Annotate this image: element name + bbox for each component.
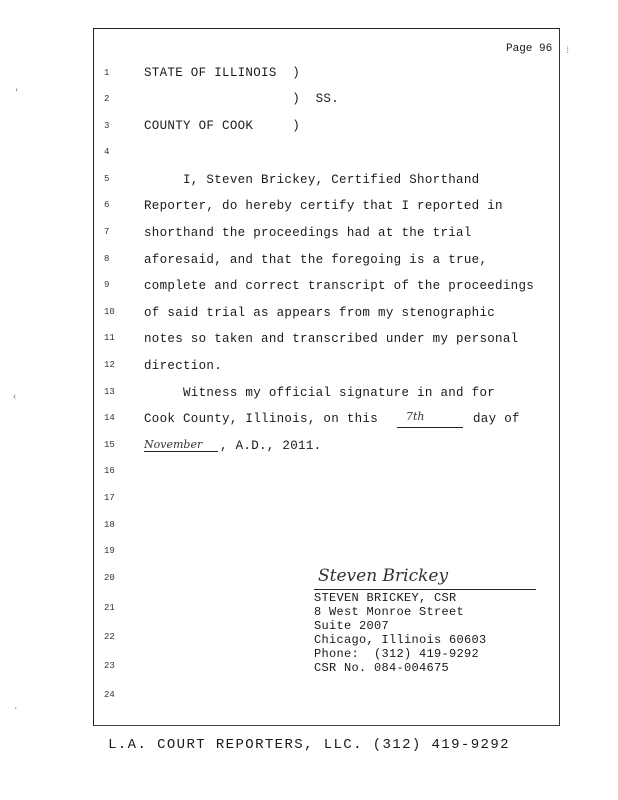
body-line: shorthand the proceedings had at the trial [144, 226, 472, 240]
reporter-city: Chicago, Illinois 60603 [314, 633, 487, 647]
line-number: 2 [104, 94, 110, 104]
line-number: 7 [104, 227, 110, 237]
line-number: 1 [104, 68, 110, 78]
page-number: Page 96 [506, 43, 553, 55]
line-number: 13 [104, 387, 115, 397]
line-number: 22 [104, 632, 115, 642]
line-number: 3 [104, 121, 110, 131]
body-line: complete and correct transcript of the proceedings [144, 279, 535, 293]
line-number: 24 [104, 690, 115, 700]
line-number: 10 [104, 307, 115, 317]
footer: L.A. COURT REPORTERS, LLC. (312) 419-9292 [108, 737, 510, 753]
reporter-name: STEVEN BRICKEY, CSR [314, 591, 457, 605]
line-number: 14 [104, 413, 115, 423]
county-line: COUNTY OF COOK ) [144, 119, 301, 133]
body-line: notes so taken and transcribed under my personal [144, 332, 519, 346]
body-line: of said trial as appears from my stenographic [144, 306, 496, 320]
line-number: 12 [104, 360, 115, 370]
body-line: Reporter, do hereby certify that I reported in [144, 199, 503, 213]
ss-line: ) SS. [144, 92, 340, 106]
line-number: 16 [104, 466, 115, 476]
signature-line [314, 589, 536, 590]
line-number: 8 [104, 254, 110, 264]
witness-year-line: , A.D., 2011. [220, 439, 322, 453]
reporter-address2: Suite 2007 [314, 619, 390, 633]
line-number: 20 [104, 573, 115, 583]
line-number: 19 [104, 546, 115, 556]
line-number: 21 [104, 603, 115, 613]
line-number: 18 [104, 520, 115, 530]
scan-mark: ‹ [12, 392, 18, 402]
body-line: aforesaid, and that the foregoing is a true, [144, 253, 488, 267]
body-line: I, Steven Brickey, Certified Shorthand [144, 173, 480, 187]
scan-mark: ⁞ [565, 46, 571, 56]
line-number: 11 [104, 333, 115, 343]
line-number: 6 [104, 200, 110, 210]
scan-mark: ' [14, 88, 20, 98]
line-number: 23 [104, 661, 115, 671]
handwritten-day: 7th [406, 410, 425, 423]
witness-date-prefix: Cook County, Illinois, on this [144, 412, 379, 426]
scan-mark: . [13, 702, 19, 712]
line-number: 9 [104, 280, 110, 290]
line-number: 4 [104, 147, 110, 157]
reporter-phone: Phone: (312) 419-9292 [314, 647, 480, 661]
state-line: STATE OF ILLINOIS ) [144, 66, 301, 80]
reporter-address1: 8 West Monroe Street [314, 605, 465, 619]
day-blank [397, 427, 463, 428]
witness-date-suffix: day of [473, 412, 520, 426]
handwritten-signature: Steven Brickey [318, 566, 449, 586]
handwritten-month: November [144, 438, 218, 452]
line-number: 15 [104, 440, 115, 450]
line-number: 17 [104, 493, 115, 503]
body-line: direction. [144, 359, 223, 373]
witness-line: Witness my official signature in and for [144, 386, 496, 400]
line-number: 5 [104, 174, 110, 184]
reporter-csr: CSR No. 084-004675 [314, 661, 450, 675]
